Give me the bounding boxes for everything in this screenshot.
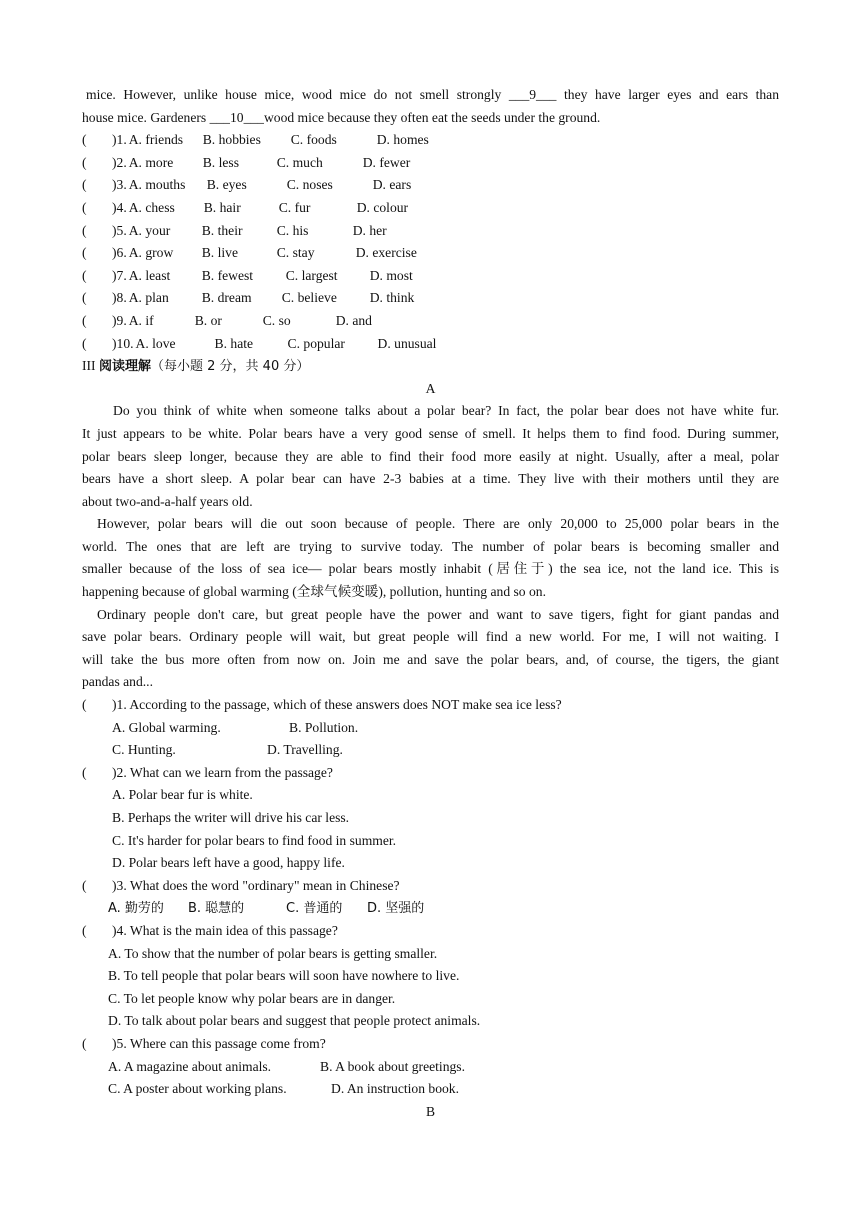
option-c: C. largest xyxy=(285,267,338,283)
option-b: B. To tell people that polar bears will soon have nowhere to live. xyxy=(108,968,460,984)
passage-letter: A xyxy=(425,380,436,396)
question-number: )3. xyxy=(112,177,127,193)
passage-line: pandas and... xyxy=(82,674,153,690)
passage-line: smaller because of the loss of sea ice— polar bears mostly inhabit (居住于) the sea ice, not the land ice. This is xyxy=(82,561,779,577)
question-number: )1. xyxy=(112,132,127,148)
passage-line: about two-and-a-half years old. xyxy=(82,493,253,509)
section-number: III xyxy=(82,358,99,374)
cloze-question-row xyxy=(82,174,779,197)
option-b: B. less xyxy=(202,154,239,170)
option-a: A. plan xyxy=(128,290,169,306)
answer-blank[interactable]: ( xyxy=(82,267,87,283)
option-a: A. more xyxy=(128,154,174,170)
cloze-question-row xyxy=(82,242,779,265)
option-b: B. 聪慧的 xyxy=(188,901,245,917)
question-text: )2. What can we learn from the passage? xyxy=(112,764,333,780)
answer-blank[interactable]: ( xyxy=(82,922,87,938)
answer-blank[interactable]: ( xyxy=(82,132,87,148)
option-b: B. their xyxy=(201,222,243,238)
passage-line: It just appears to be white. Polar bears have a very good sense of smell. It helps them to find food. During summer, xyxy=(82,425,779,441)
option-c: C. his xyxy=(276,222,309,238)
question-stem xyxy=(82,875,779,898)
option-a: A. To show that the number of polar bears is getting smaller. xyxy=(108,945,438,961)
question-text: )3. What does the word "ordinary" mean in Chinese? xyxy=(112,877,400,893)
option-c: C. A poster about working plans. xyxy=(108,1081,287,1097)
cloze-questions xyxy=(82,129,779,355)
reading-question-2 xyxy=(82,762,779,875)
option-c: C. 普通的 xyxy=(286,901,343,917)
question-stem xyxy=(82,1033,779,1056)
option-c: C. fur xyxy=(278,199,311,215)
option-b: B. Perhaps the writer will drive his car less. xyxy=(112,810,350,825)
question-stem xyxy=(82,762,779,785)
option-b: B. eyes xyxy=(206,177,247,193)
answer-blank[interactable]: ( xyxy=(82,764,87,780)
option-d: D. An instruction book. xyxy=(331,1081,460,1097)
option-row xyxy=(82,897,779,920)
option-c: C. believe xyxy=(281,290,337,306)
option-b: B. hair xyxy=(203,199,241,215)
question-number: )8. xyxy=(112,290,127,306)
option-row xyxy=(82,739,779,762)
option-d: D. unusual xyxy=(377,335,437,351)
option-d: D. exercise xyxy=(355,245,417,261)
cloze-question-row xyxy=(82,129,779,152)
option-d: D. To talk about polar bears and suggest that people protect animals. xyxy=(108,1013,481,1029)
section-title: 阅读理解 xyxy=(98,359,151,375)
cloze-question-row xyxy=(82,197,779,220)
option-d: D. her xyxy=(352,222,387,238)
option-d: D. think xyxy=(369,290,415,306)
answer-blank[interactable]: ( xyxy=(82,222,87,238)
option-c: C. Hunting. xyxy=(112,742,176,758)
cloze-question-row xyxy=(82,310,779,333)
question-stem xyxy=(82,694,779,717)
exam-page xyxy=(82,84,779,1123)
reading-question-1 xyxy=(82,694,779,762)
passage-line: Do you think of white when someone talks about a polar bear? In fact, the polar bear does not have white fur. xyxy=(113,403,779,419)
option-d: D. and xyxy=(335,312,372,328)
option-d: D. most xyxy=(369,267,413,283)
option-a: A. least xyxy=(128,267,171,283)
passage-line: save polar bears. Ordinary people will wait, but great people will find a new world. For me, I will not waiting. I xyxy=(82,629,779,645)
option-d: D. Polar bears left have a good, happy life. xyxy=(112,855,345,871)
cloze-question-row xyxy=(82,265,779,288)
passage-letter: B xyxy=(425,1103,436,1119)
passage-line: bears have a short sleep. A polar bear can have 2-3 babies at a time. They live with their mothers until they are xyxy=(82,471,779,487)
option-c: C. stay xyxy=(276,245,315,261)
passage-line: world. The ones that are left are trying to survive today. The number of polar bears is becoming smaller and xyxy=(82,538,779,554)
answer-blank[interactable]: ( xyxy=(82,154,87,170)
option-b: B. live xyxy=(201,245,238,261)
option-d: D. colour xyxy=(356,199,409,215)
answer-blank[interactable]: ( xyxy=(82,335,87,351)
passage-paragraph xyxy=(82,604,779,694)
option-b: B. hobbies xyxy=(202,132,261,148)
option-b: B. or xyxy=(194,312,222,328)
option-c: C. It's harder for polar bears to find food in summer. xyxy=(112,832,397,848)
reading-question-3 xyxy=(82,875,779,920)
option-c: C. noses xyxy=(286,177,333,193)
answer-blank[interactable]: ( xyxy=(82,877,87,893)
answer-blank[interactable]: ( xyxy=(82,312,87,328)
section-note: （每小题 2 分，共 40 分） xyxy=(151,359,310,375)
option-c: C. so xyxy=(262,312,291,328)
option-c: C. foods xyxy=(290,132,337,148)
option-d: D. fewer xyxy=(362,154,411,170)
option-c: C. popular xyxy=(287,335,345,351)
option-a: A. mouths xyxy=(128,177,186,193)
reading-question-5 xyxy=(82,1033,779,1101)
option-a: A. Global warming. xyxy=(112,719,221,735)
answer-blank[interactable]: ( xyxy=(82,290,87,306)
cloze-question-row xyxy=(82,333,779,356)
option-row xyxy=(82,1078,779,1101)
option-a: A. chess xyxy=(128,199,175,215)
option-a: A. love xyxy=(135,335,176,351)
passage-line: Ordinary people don't care, but great people have the power and want to save tigers, fight for giant pandas and xyxy=(97,606,779,622)
reading-question-4 xyxy=(82,920,779,1033)
answer-blank[interactable]: ( xyxy=(82,177,87,193)
option-a: A. grow xyxy=(128,245,174,261)
option-d: D. ears xyxy=(372,177,412,193)
answer-blank[interactable]: ( xyxy=(82,697,87,713)
option-b: B. hate xyxy=(214,335,254,351)
passage-line: happening because of global warming (全球气候变暖), pollution, hunting and so on. xyxy=(82,584,546,600)
passage-paragraph xyxy=(82,513,779,603)
option-b: B. fewest xyxy=(201,267,254,283)
passage-line: polar bears sleep longer, because they are able to find their food more easily at night. Usually, after a meal, polar xyxy=(82,448,779,464)
option-a: A. friends xyxy=(128,132,184,148)
option-a: A. Polar bear fur is white. xyxy=(112,787,253,803)
question-text: )1. According to the passage, which of these answers does NOT make sea ice less? xyxy=(112,697,562,713)
question-number: )10. xyxy=(112,335,134,351)
cloze-question-row xyxy=(82,152,779,175)
question-number: )9. xyxy=(112,312,127,328)
answer-blank[interactable]: ( xyxy=(82,1035,87,1051)
section-heading xyxy=(82,355,779,378)
question-number: )4. xyxy=(112,199,127,215)
option-a: A. A magazine about animals. xyxy=(108,1058,272,1074)
question-number: )5. xyxy=(112,222,127,238)
option-row xyxy=(82,717,779,740)
passage-paragraph xyxy=(82,400,779,513)
option-d: D. 坚强的 xyxy=(367,901,425,917)
passage-line: However, polar bears will die out soon because of people. There are only 20,000 to 25,000 polar bears in the xyxy=(97,516,779,532)
question-number: )6. xyxy=(112,245,127,261)
option-d: D. homes xyxy=(376,132,429,148)
option-b: B. A book about greetings. xyxy=(320,1058,465,1074)
option-a: A. if xyxy=(128,312,154,328)
question-number: )7. xyxy=(112,267,127,283)
cloze-question-row xyxy=(82,220,779,243)
question-number: )2. xyxy=(112,154,127,170)
option-a: A. your xyxy=(128,222,171,238)
option-row xyxy=(82,1056,779,1079)
cloze-text-line: house mice. Gardeners ___10___wood mice because they often eat the seeds under the ground. xyxy=(82,109,601,125)
question-text: )5. Where can this passage come from? xyxy=(112,1035,326,1051)
passage-line: will take the bus more often from now on. Join me and save the polar bears, and, of course, the tigers, the giant xyxy=(82,651,779,667)
answer-blank[interactable]: ( xyxy=(82,245,87,261)
cloze-text-line: mice. However, unlike house mice, wood mice do not smell strongly ___9___ they have larger eyes and ears than xyxy=(86,87,779,102)
option-b: B. Pollution. xyxy=(289,719,359,735)
option-a: A. 勤劳的 xyxy=(108,901,164,917)
question-text: )4. What is the main idea of this passage? xyxy=(112,922,338,938)
option-d: D. Travelling. xyxy=(267,742,343,758)
cloze-question-row xyxy=(82,287,779,310)
option-b: B. dream xyxy=(201,290,252,306)
question-stem xyxy=(82,920,779,943)
answer-blank[interactable]: ( xyxy=(82,199,87,215)
option-c: C. To let people know why polar bears are in danger. xyxy=(108,990,396,1006)
option-c: C. much xyxy=(276,154,323,170)
